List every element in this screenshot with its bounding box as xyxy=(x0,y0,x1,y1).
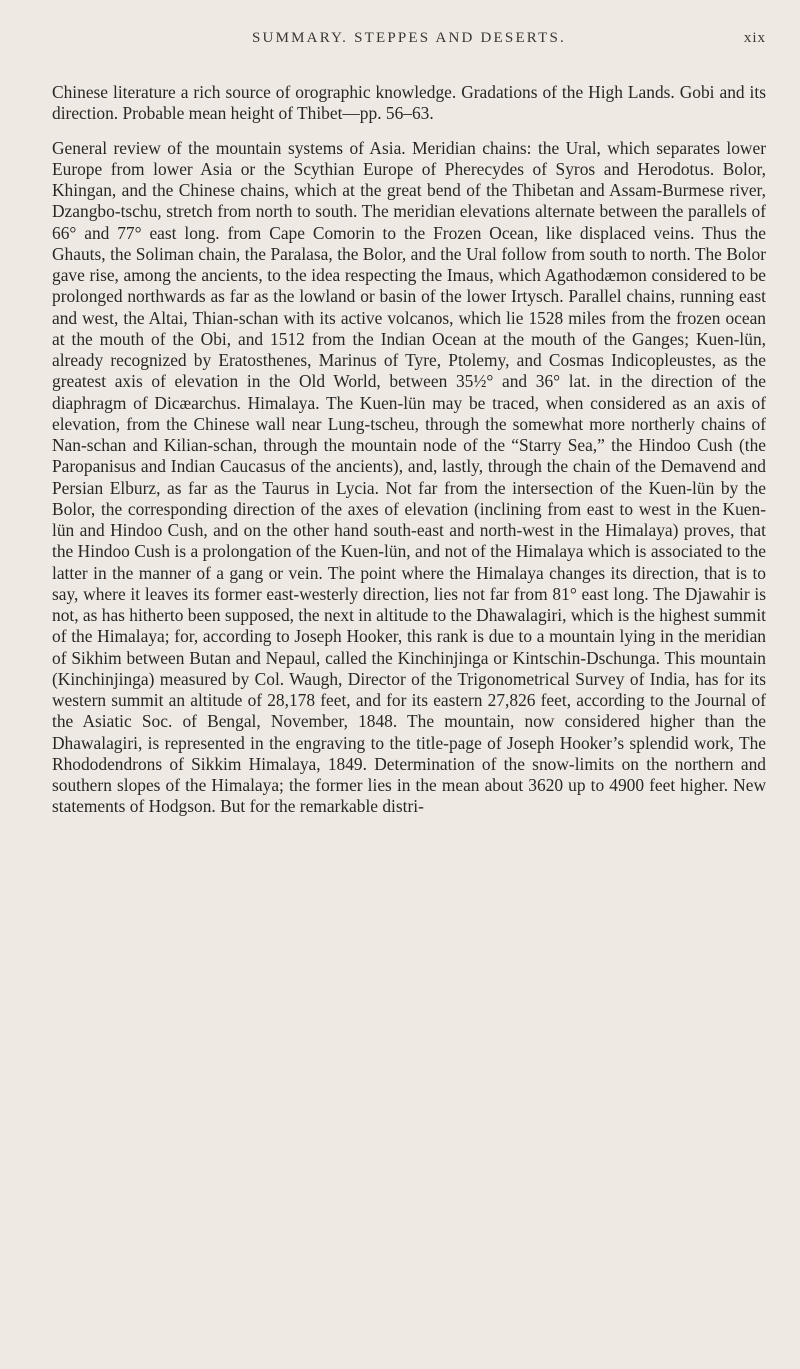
running-title: SUMMARY. STEPPES AND DESERTS. xyxy=(252,30,566,46)
body-text xyxy=(52,82,766,818)
running-header xyxy=(52,30,766,56)
page-number: xix xyxy=(743,30,766,46)
paragraph-2: General review of the mountain systems of Asia. Meridian chains: the Ural, which separates lower Europe from lower Asia or the Scythian Europe of Pherecydes of Syros and Herodotus. Bolor, Khingan, and the Chinese chains, which at the great bend of the Thibetan and Assam-Burmese river, Dzangbo-tschu, stretch from north to south. The meridian elevations alternate between the parallels of 66° and 77° east long. from Cape Comorin to the Frozen Ocean, like displaced veins. Thus the Ghauts, the Soliman chain, the Paralasa, the Bolor, and the Ural follow from south to north. The Bolor gave rise, among the ancients, to the idea respecting the Imaus, which Agathodæmon considered to be prolonged northwards as far as the lowland or basin of the lower Irtysch. Parallel chains, running east and west, the Altai, Thian-schan with its active volcanos, which lie 1528 miles from the frozen ocean at the mouth of the Obi, and 1512 from the Indian Ocean at the mouth of the Ganges; Kuen-lün, already recognized by Eratosthenes, Marinus of Tyre, Ptolemy, and Cosmas Indicopleustes, as the greatest axis of elevation in the Old World, between 35½° and 36° lat. in the direction of the diaphragm of Dicæarchus. Himalaya. The Kuen-lün may be traced, when considered as an axis of elevation, from the Chinese wall near Lung-tscheu, through the somewhat more northerly chains of Nan-schan and Kilian-schan, through the mountain node of the “Starry Sea,” the Hindoo Cush (the Paropanisus and Indian Caucasus of the ancients), and, lastly, through the chain of the Demavend and Persian Elburz, as far as the Taurus in Lycia. Not far from the intersection of the Kuen-lün by the Bolor, the corresponding direction of the axes of elevation (inclining from east to west in the Kuen-lün and Hindoo Cush, and on the other hand south-east and north-west in the Himalaya) proves, that the Hindoo Cush is a prolongation of the Kuen-lün, and not of the Himalaya which is associated to the latter in the manner of a gang or vein. The point where the Himalaya changes its direction, that is to say, where it leaves its former east-westerly direction, lies not far from 81° east long. The Djawahir is not, as has hitherto been supposed, the next in altitude to the Dhawalagiri, which is the highest summit of the Himalaya; for, according to Joseph Hooker, this rank is due to a mountain lying in the meridian of Sikhim between Butan and Nepaul, called the Kinchinjinga or Kintschin-Dschunga. This mountain (Kinchinjinga) measured by Col. Waugh, Director of the Trigonometrical Survey of India, has for its western summit an altitude of 28,178 feet, and for its eastern 27,826 feet, according to the Journal of the Asiatic Soc. of Bengal, November, 1848. The mountain, now considered higher than the Dhawalagiri, is represented in the engraving to the title-page of Joseph Hooker’s splendid work, The Rhododendrons of Sikkim Himalaya, 1849. Determination of the snow-limits on the northern and southern slopes of the Himalaya; the former lies in the mean about 3620 up to 4900 feet higher. New statements of Hodgson. But for the remarkable distri- xyxy=(52,137,766,817)
paragraph-1: Chinese literature a rich source of orographic knowledge. Gradations of the High Lands. Gobi and its direction. Probable mean height of Thibet—pp. 56–63. xyxy=(52,82,766,124)
